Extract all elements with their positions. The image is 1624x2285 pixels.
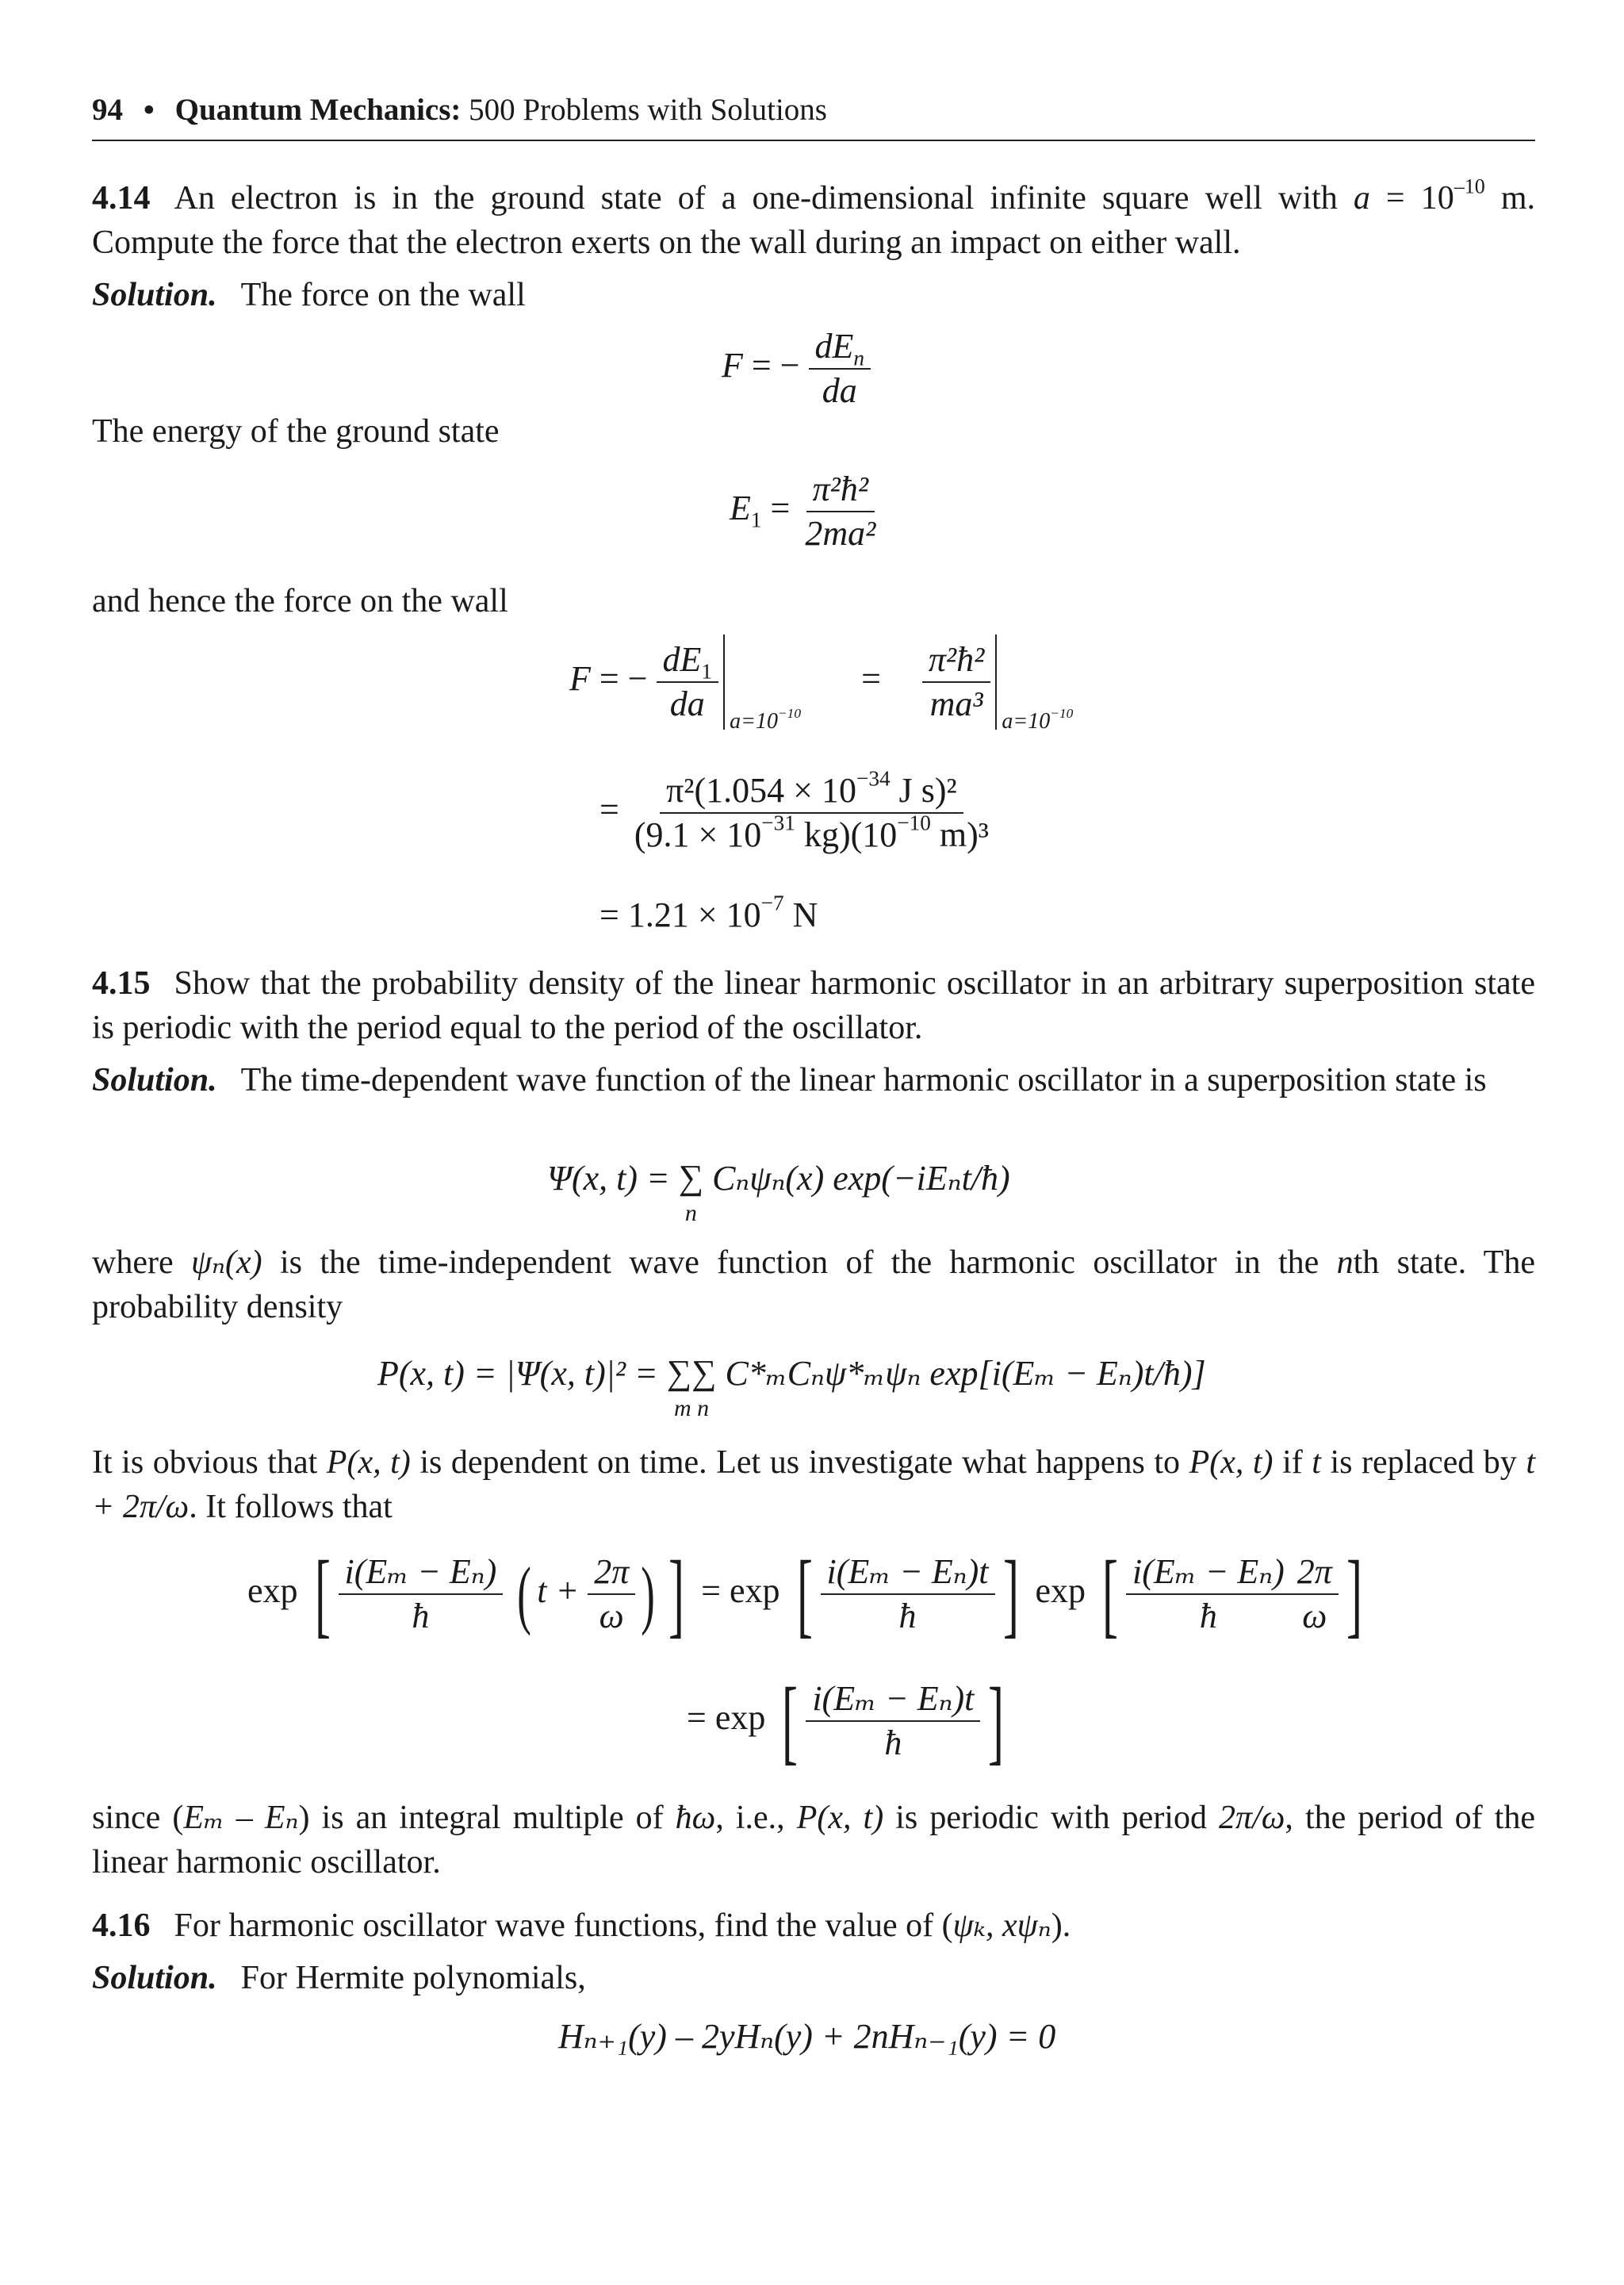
solution-label: Solution. [92,1960,217,1996]
eq-den: ħ [884,1723,902,1762]
eq-lhs: F [722,346,743,385]
text: where [92,1244,191,1281]
problem-text: An electron is in the ground state of a one-dimensional infinite square well with [174,180,1354,217]
eq-sub: 1 [750,508,762,532]
right-bracket: ] [1346,1541,1362,1647]
eq-sub: 1 [701,659,713,684]
eq-den: ω [599,1597,624,1635]
eq-lhs: P(x, t) = |Ψ(x, t)|² = [377,1354,667,1393]
text-since [92,1796,1535,1884]
solution-label: Solution. [92,277,217,313]
equation-exp-result [687,1668,1012,1773]
math-inline: n [1336,1244,1354,1281]
sum-symbol [679,1158,703,1229]
eq-value: 1.21 × 10 [627,895,761,934]
equation-result [599,891,818,935]
sum-sign: ∑∑ [666,1353,717,1392]
solution-text: For Hermite polynomials, [240,1960,586,1996]
fraction [806,1677,980,1765]
solution-text: The force on the wall [240,277,526,313]
fraction [657,638,719,726]
eval-limit: a=10 [730,709,778,734]
eq-rhs: Cₙψₙ(x) exp(−iEₙt/ħ) [712,1159,1010,1198]
text: . It follows that [189,1489,393,1525]
math-inline: 2π/ω [1219,1800,1285,1836]
problem-text: For harmonic oscillator wave functions, find the value of ( [174,1907,953,1944]
exp-func: exp [247,1571,298,1611]
exponent: −10 [897,811,931,835]
fraction [588,1551,635,1638]
problem-text: Show that the probability density of the linear harmonic oscillator in an arbitrary superposition state is periodic with the period equal to the period of the oscillator. [92,965,1535,1046]
right-paren: ) [641,1551,656,1636]
left-bracket: [ [782,1668,799,1773]
eval-limit: a=10 [1002,709,1051,734]
equation-probability [377,1353,1206,1424]
fraction [1291,1551,1339,1638]
eq-num: J s)² [890,771,957,810]
math-inline: ψₙ(x) [190,1244,262,1281]
evaluation-bar [723,635,802,734]
sum-symbol [667,1353,717,1424]
sum-index: n [684,1200,697,1226]
eq-den: ω [1302,1597,1327,1635]
exp-func: exp [730,1571,780,1611]
problem-4-16 [92,1904,1535,1948]
eq-rel: = − [599,659,648,699]
running-header [92,92,1535,141]
fraction [1126,1551,1291,1638]
solution-4-15 [92,1058,1535,1102]
eq-rel: = − [751,346,800,385]
eq-num: π²ħ² [812,470,869,508]
eq-den: ma³ [929,684,983,723]
equation-force-derivative [569,635,1074,734]
eq-num: 2π [1297,1552,1332,1591]
math-inline: ħω [675,1800,716,1836]
eq-rel: = [861,659,881,699]
math-inline: P(x, t) [796,1800,884,1836]
exponent: −10 [777,705,802,721]
left-bracket: [ [314,1541,331,1647]
exp-func: exp [714,1698,766,1738]
right-bracket: ] [668,1541,685,1647]
solution-text: The time-dependent wave function of the linear harmonic oscillator in a superposition state is [240,1062,1487,1098]
equation-wavefunction [547,1158,1010,1229]
math-inline: P(x, t) [1189,1444,1274,1481]
header-bullet: • [144,93,155,127]
text: is replaced by [1320,1444,1526,1481]
sum-sign: ∑ [678,1158,704,1197]
exponent: −10 [1050,705,1074,721]
text: th state. The probability density [92,1244,1535,1325]
eq-lhs: Ψ(x, t) = [547,1159,679,1198]
eq-sub: n [853,346,865,370]
text: if [1273,1444,1312,1481]
math-inline: P(x, t) [326,1444,411,1481]
eq-lhs: F [569,659,591,699]
eq-lhs: E [730,489,751,528]
text-where [92,1240,1535,1329]
text-obvious [92,1440,1535,1529]
eq-den: 2ma² [805,514,876,553]
text: , i.e., [715,1800,797,1836]
eq-den: (9.1 × 10 [634,815,762,854]
exp-func: exp [1035,1571,1086,1611]
eq-den: ħ [1199,1597,1217,1635]
equation-force [722,325,871,412]
equation-hermite [558,2016,1055,2057]
problem-text: m. Compute the force that the electron exerts on the wall during an impact on either wall. [92,180,1536,261]
left-bracket: [ [1102,1541,1118,1647]
fraction [628,766,995,857]
problem-number: 4.15 [92,965,151,1002]
book-title-bold: Quantum Mechanics: [174,93,462,127]
exponent: −7 [760,891,784,915]
fraction [799,468,882,555]
eq-num: π²ħ² [928,640,985,679]
solution-label: Solution. [92,1062,217,1098]
fraction [809,325,871,412]
math-inline: ψₖ, xψₙ [952,1907,1051,1944]
equation-exp-shift [247,1541,1370,1647]
eq-rel: = [687,1698,707,1738]
eq-den: m)³ [930,815,989,854]
eq-den: ħ [412,1597,430,1635]
exponent: –10 [1454,174,1485,198]
fraction [339,1551,504,1638]
math-inline: t + 2π/ω [92,1444,1535,1525]
right-bracket: ] [988,1668,1005,1773]
solution-4-16 [92,1956,1535,2000]
problem-number: 4.16 [92,1907,151,1944]
problem-4-14 [92,176,1535,265]
eq-den: da [669,684,705,723]
eq-term: t + [537,1571,580,1611]
equation-energy [730,468,882,555]
problem-4-15 [92,961,1535,1050]
text: ) is an integral multiple of [298,1800,676,1836]
eq-den: ħ [898,1597,917,1635]
eq-num: dE [662,640,702,679]
text-hence: and hence the force on the wall [92,583,508,619]
exponent: −34 [856,766,891,791]
problem-text: = 10 [1369,180,1454,217]
text: is the time-independent wave function of the harmonic oscillator in the [262,1244,1337,1281]
evaluation-bar [995,635,1074,734]
eq-rel: = [599,895,619,934]
fraction [922,638,990,726]
exponent: −31 [761,811,795,835]
equation-numeric [599,766,995,857]
page-number: 94 [92,93,123,127]
text: , the period of the linear harmonic oscillator. [92,1800,1535,1881]
fraction [821,1551,995,1638]
eq-unit: N [783,895,818,934]
left-bracket: [ [796,1541,813,1647]
eq-num: i(Eₘ − Eₙ) [344,1552,497,1591]
eq-num: dE [814,327,854,366]
text: is dependent on time. Let us investigate what happens to [410,1444,1189,1481]
solution-4-14 [92,273,1535,317]
eq-rel: = [599,790,619,830]
math-inline: Eₘ – Eₙ [183,1800,299,1836]
text: is periodic with period [883,1800,1220,1836]
right-bracket: ] [1002,1541,1019,1647]
text-energy: The energy of the ground state [92,413,500,450]
book-title-rest: 500 Problems with Solutions [461,93,827,127]
eq-den: da [822,371,857,410]
problem-text: ). [1051,1907,1071,1944]
problem-number: 4.14 [92,180,151,217]
eq-rel: = [701,1571,721,1611]
eq-den: kg)(10 [795,815,898,854]
eq-num: π²(1.054 × 10 [666,771,856,810]
eq-num: i(Eₘ − Eₙ)t [812,1679,975,1718]
eq-num: i(Eₘ − Eₙ)t [826,1552,989,1591]
eq-hermite-recurrence: Hₙ₊₁(y) – 2yHₙ(y) + 2nHₙ₋₁(y) = 0 [558,2017,1056,2056]
eq-num: 2π [594,1552,630,1591]
left-paren: ( [517,1551,532,1636]
math-inline: t [1312,1444,1321,1481]
text: It is obvious that [92,1444,327,1481]
var-a: a [1353,180,1370,217]
eq-num: i(Eₘ − Eₙ) [1132,1552,1285,1591]
text: since ( [92,1800,184,1836]
eq-rel: = [770,489,791,528]
sum-index: m n [673,1395,710,1421]
eq-rhs: C*ₘCₙψ*ₘψₙ exp[i(Eₘ − Eₙ)t/ħ)] [725,1354,1206,1393]
